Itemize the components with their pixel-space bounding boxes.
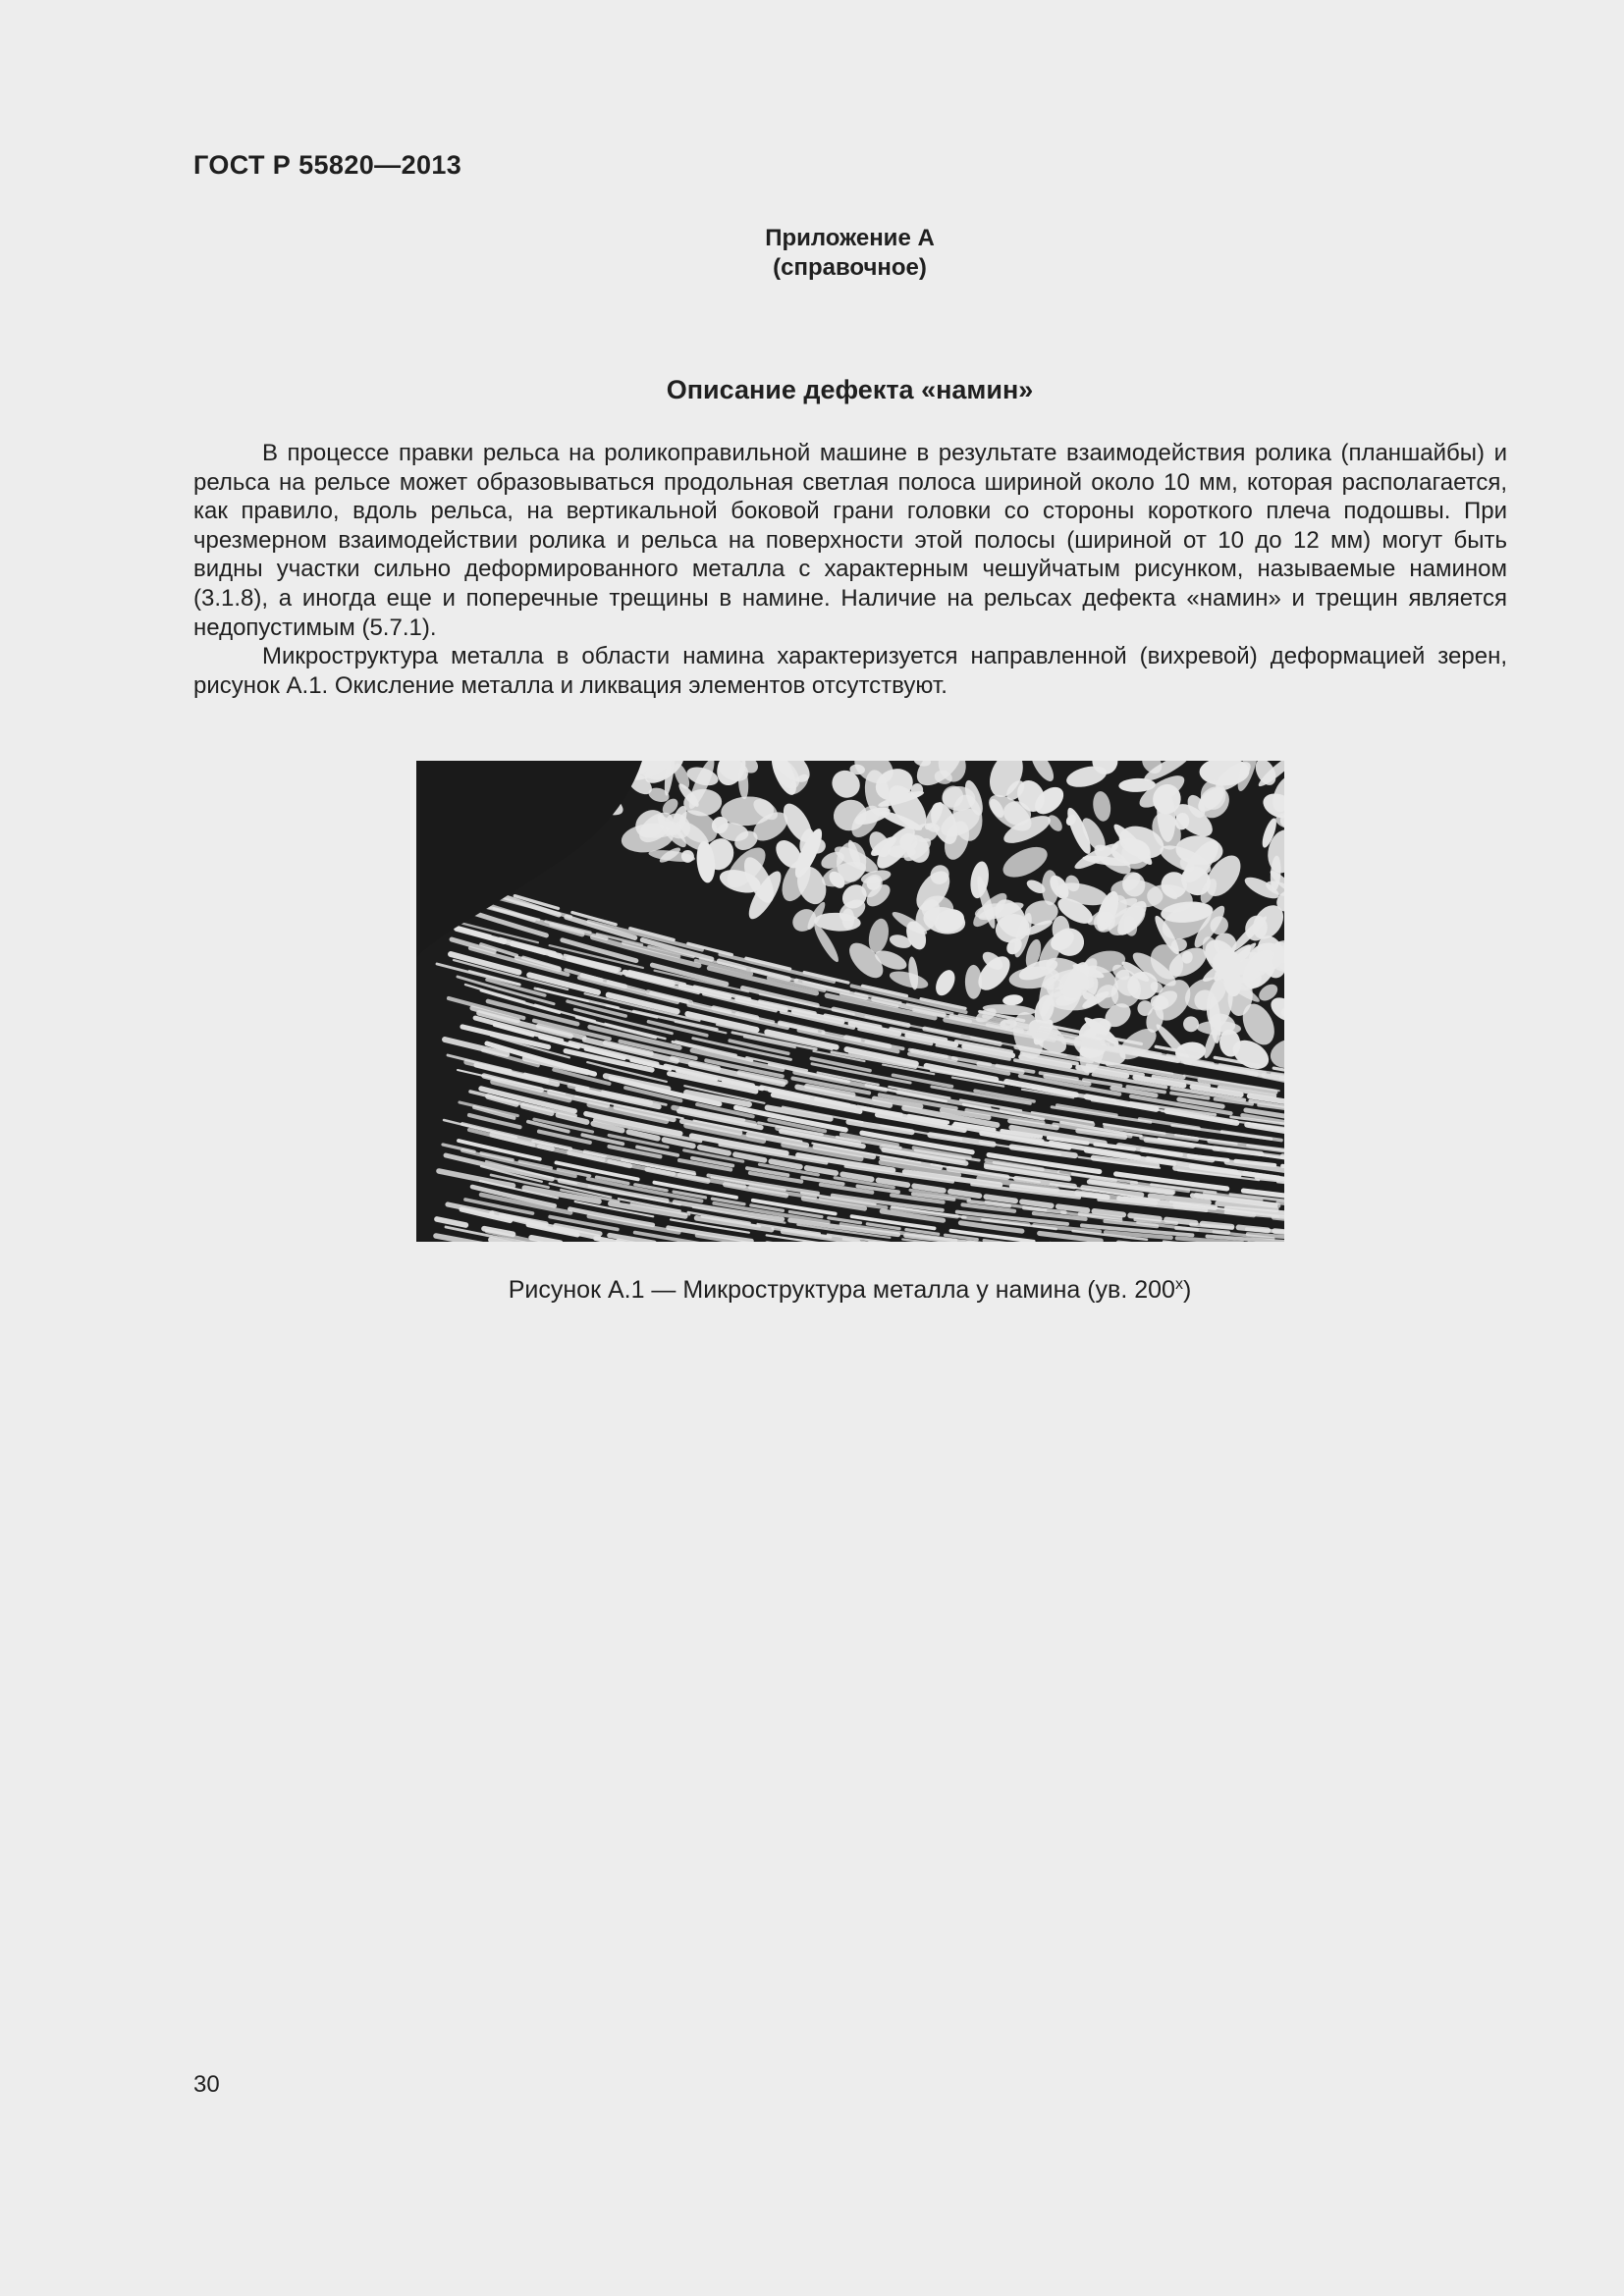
document-id-header: ГОСТ Р 55820—2013: [193, 150, 462, 180]
appendix-subtitle: (справочное): [773, 254, 927, 281]
appendix-title: Приложение А: [765, 225, 935, 251]
caption-text: Рисунок А.1 — Микроструктура металла у намина (ув. 200: [508, 1276, 1175, 1304]
section-title: Описание дефекта «намин»: [666, 375, 1034, 404]
body-text: [193, 439, 1507, 700]
figure-caption: [0, 1276, 1624, 1305]
paragraph-1: В процессе правки рельса на роликоправильной машине в результате взаимодействия ролика (планшайбы) и рельса на рельсе может образовываться продольная светлая полоса шириной около 10 мм, которая располагается, как правило, вдоль рельса, на вертикальной боковой грани головки со стороны короткого плеча подошвы. При чрезмерном взаимодействии ролика и рельса на поверхности этой полосы (шириной от 10 до 12 мм) могут быть видны участки сильно деформированного металла с характерным чешуйчатым рисунком, называемые намином (3.1.8), а иногда еще и поперечные трещины в намине. Наличие на рельсах дефекта «намин» и трещин является недопустимым (5.7.1).: [193, 440, 1507, 641]
page-number: 30: [193, 2071, 220, 2098]
micrograph-illustration: [416, 761, 1284, 1242]
micrograph-image: [416, 761, 1284, 1242]
caption-superscript: х: [1174, 1276, 1183, 1293]
paragraph-2: Микроструктура металла в области намина характеризуется направленной (вихревой) деформацией зерен, рисунок А.1. Окисление металла и ликвация элементов отсутствуют.: [193, 643, 1507, 699]
appendix-heading: [0, 224, 1624, 283]
caption-close: ): [1182, 1276, 1192, 1304]
